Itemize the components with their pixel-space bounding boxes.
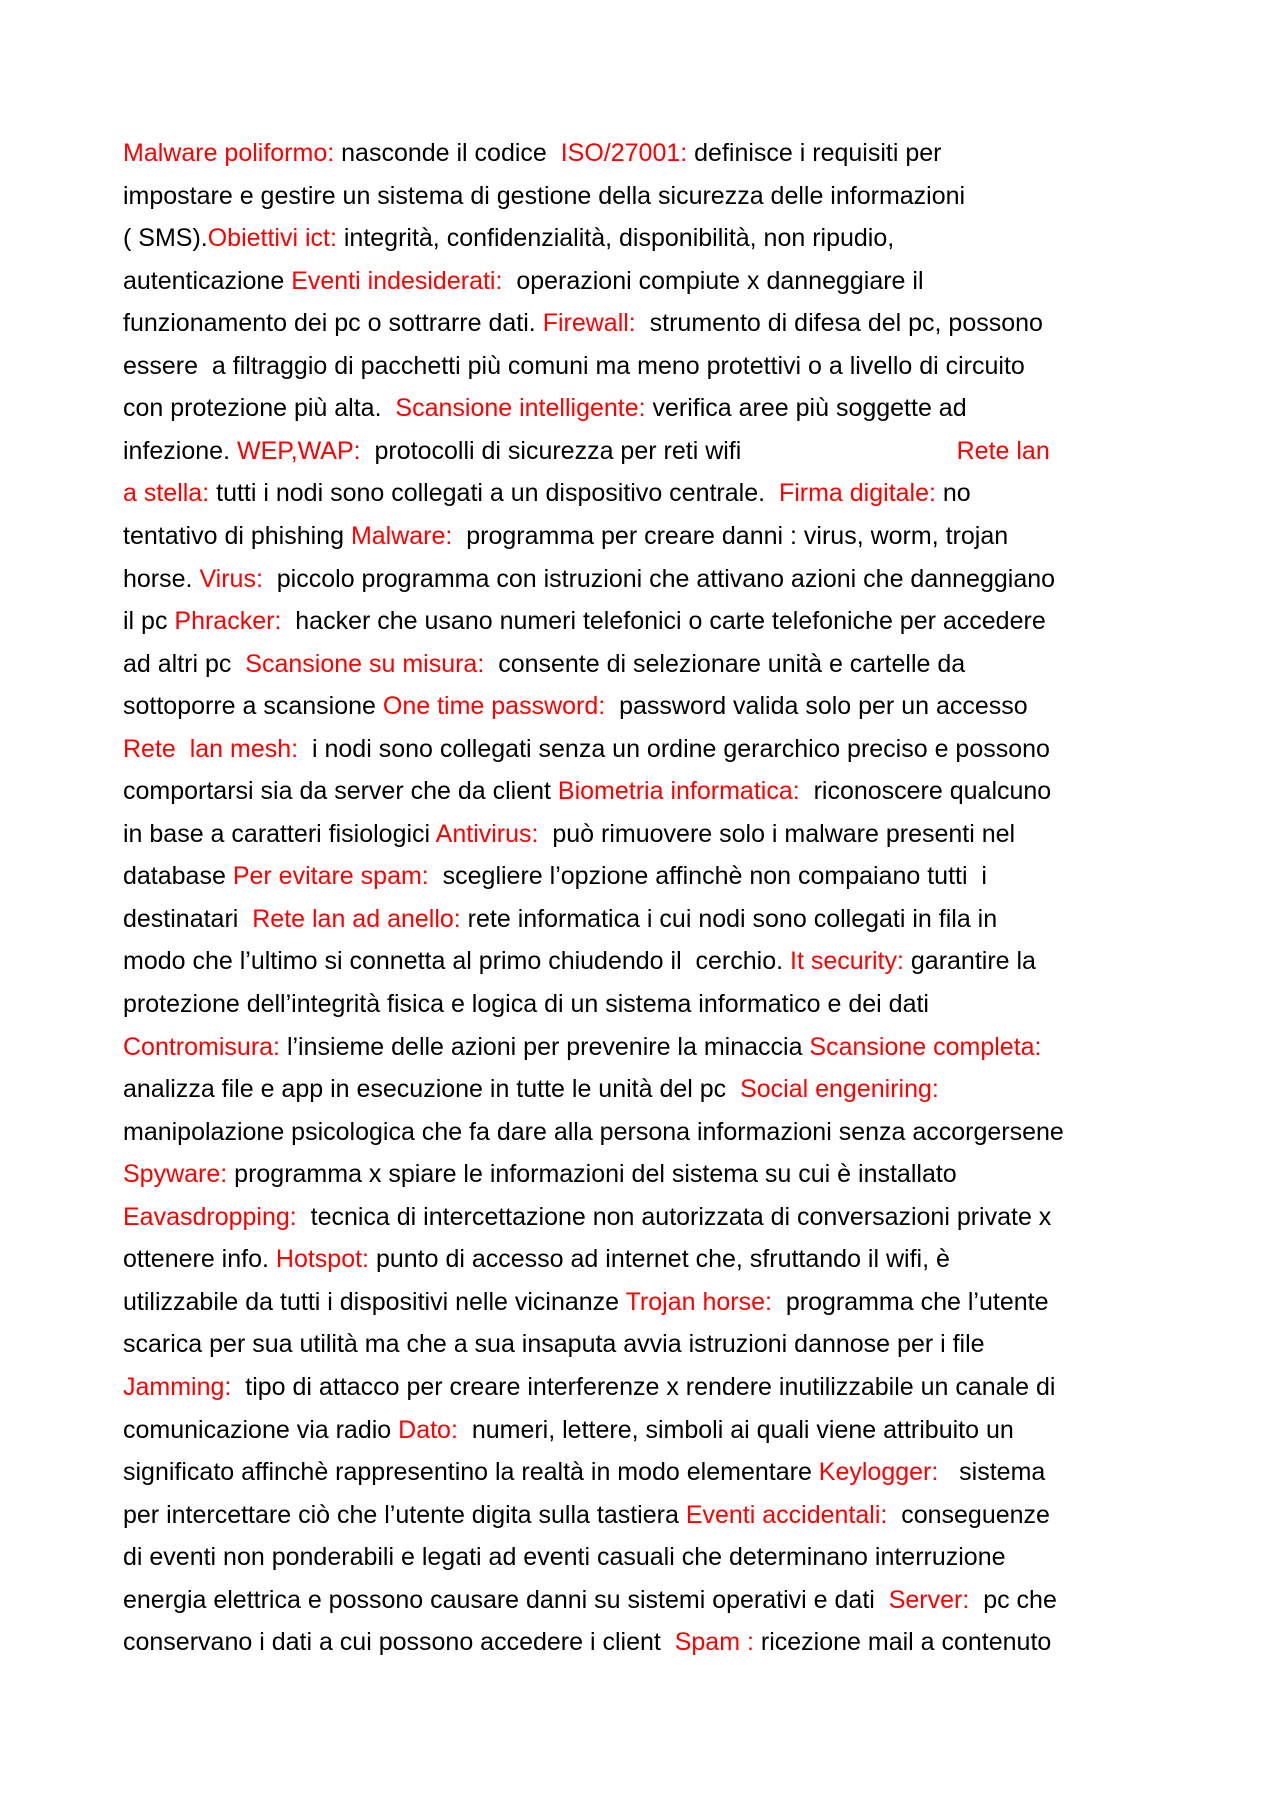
glossary-term: Server: — [888, 1585, 970, 1614]
definition-text: il pc — [123, 607, 175, 636]
definition-text: integrità, confidenzialità, disponibilità, non ripudio, — [336, 224, 895, 253]
glossary-term: Spyware: — [123, 1160, 228, 1189]
text-line — [123, 472, 971, 514]
text-line — [123, 1238, 950, 1280]
definition-text: database — [123, 862, 233, 891]
definition-text: conseguenze — [887, 1500, 1050, 1529]
definition-text: password valida solo per un accesso — [605, 692, 1028, 721]
text-line — [123, 1494, 1050, 1536]
definition-text: programma x spiare le informazioni del sistema su cui è installato — [227, 1160, 957, 1189]
text-line — [123, 132, 942, 174]
text-line — [123, 1451, 1045, 1493]
definition-text: modo che l’ultimo si connetta al primo chiudendo il cerchio. — [123, 947, 791, 976]
definition-text: sottoporre a scansione — [123, 692, 383, 721]
glossary-term: Biometria informatica: — [557, 777, 800, 806]
text-line — [123, 175, 965, 217]
glossary-term: Malware: — [350, 521, 453, 550]
glossary-term: Firewall: — [542, 309, 636, 338]
glossary-term: Virus: — [199, 564, 263, 593]
definition-text: tipo di attacco per creare interferenze x rendere inutilizzabile un canale di — [231, 1372, 1056, 1401]
text-line — [123, 1366, 1055, 1408]
definition-text: utilizzabile da tutti i dispositivi nelle vicinanze — [123, 1287, 626, 1316]
definition-text: no — [935, 479, 971, 508]
glossary-term: a stella: — [123, 479, 210, 508]
definition-text: programma per creare danni : virus, worm, trojan — [452, 521, 1009, 550]
definition-text: sistema — [938, 1458, 1046, 1487]
text-line — [123, 643, 965, 685]
definition-text: strumento di difesa del pc, possono — [635, 309, 1043, 338]
glossary-term: WEP,WAP: — [236, 436, 361, 465]
definition-text: piccolo programma con istruzioni che attivano azioni che danneggiano — [262, 564, 1056, 593]
definition-text: horse. — [123, 564, 200, 593]
text-line — [123, 1579, 1057, 1621]
text-line — [123, 1026, 1042, 1068]
definition-text: può rimuovere solo i malware presenti nel — [538, 819, 1016, 848]
glossary-term: Scansione intelligente: — [395, 394, 646, 423]
definition-text: verifica aree più soggette ad — [645, 394, 967, 423]
definition-text: riconoscere qualcuno — [799, 777, 1052, 806]
glossary-term: Per evitare spam: — [232, 862, 429, 891]
text-line — [123, 813, 1015, 855]
text-line — [123, 770, 1051, 812]
text-line — [123, 983, 929, 1025]
definition-text: infezione. — [123, 436, 237, 465]
text-line — [123, 1196, 1051, 1238]
definition-text: scarica per sua utilità ma che a sua insaputa avvia istruzioni dannose per i file — [123, 1330, 985, 1359]
definition-text: ( SMS). — [123, 224, 208, 253]
glossary-term: Eavasdropping: — [123, 1202, 297, 1231]
definition-text: hacker che usano numeri telefonici o carte telefoniche per accedere — [281, 607, 1046, 636]
definition-text: comunicazione via radio — [123, 1415, 399, 1444]
definition-text: punto di accesso ad internet che, sfruttando il wifi, è — [369, 1245, 950, 1274]
text-line — [123, 1409, 1014, 1451]
definition-text: ricezione mail a contenuto — [753, 1628, 1052, 1657]
definition-text: significato affinchè rappresentino la realtà in modo elementare — [123, 1458, 819, 1487]
definition-text: protocolli di sicurezza per reti wifi — [360, 436, 957, 465]
text-line — [123, 345, 1025, 387]
glossary-term: Dato: — [398, 1415, 458, 1444]
glossary-term: Malware poliformo: — [123, 139, 335, 167]
text-line — [123, 430, 1050, 472]
text-line — [123, 600, 1046, 642]
text-line — [123, 387, 967, 429]
text-line — [123, 217, 894, 259]
glossary-term: Firma digitale: — [778, 479, 936, 508]
definition-text: per intercettare ciò che l’utente digita sulla tastiera — [123, 1500, 686, 1529]
text-line — [123, 1536, 1006, 1578]
glossary-term: Trojan horse: — [625, 1287, 772, 1316]
definition-text: analizza file e app in esecuzione in tutte le unità del pc — [123, 1075, 741, 1104]
glossary-term: Eventi accidentali: — [685, 1500, 888, 1529]
text-line — [123, 1068, 939, 1110]
definition-text: garantire la — [903, 947, 1036, 976]
definition-text: manipolazione psicologica che fa dare alla persona informazioni senza accorgersene — [123, 1117, 1064, 1146]
definition-text: nasconde il codice — [334, 139, 561, 167]
text-line — [123, 1281, 1048, 1323]
glossary-term: Keylogger: — [818, 1458, 939, 1487]
definition-text: autenticazione — [123, 266, 292, 295]
text-line — [123, 685, 1028, 727]
text-line — [123, 1111, 1064, 1153]
definition-text: di eventi non ponderabili e legati ad eventi casuali che determinano interruzione — [123, 1543, 1006, 1572]
definition-text: scegliere l’opzione affinchè non compaiano tutti i — [428, 862, 987, 891]
text-line — [123, 302, 1043, 344]
text-line — [123, 940, 1036, 982]
definition-text: pc che — [969, 1585, 1057, 1614]
definition-text: con protezione più alta. — [123, 394, 396, 423]
definition-text: conservano i dati a cui possono accedere i client — [123, 1628, 675, 1657]
definition-text: consente di selezionare unità e cartelle da — [484, 649, 966, 678]
glossary-term: One time password: — [382, 692, 606, 721]
definition-text: numeri, lettere, simboli ai quali viene attribuito un — [457, 1415, 1014, 1444]
definition-text: tentativo di phishing — [123, 521, 351, 550]
definition-text: in base a caratteri fisiologici — [123, 819, 436, 848]
glossary-term: Spam : — [674, 1628, 754, 1657]
glossary-term: Scansione completa: — [809, 1032, 1042, 1061]
glossary-term: Eventi indesiderati: — [291, 266, 503, 295]
text-line — [123, 728, 1050, 770]
definition-text: energia elettrica e possono causare danni su sistemi operativi e dati — [123, 1585, 889, 1614]
text-line — [123, 1621, 1051, 1663]
glossary-term: Jamming: — [123, 1372, 232, 1401]
definition-text: definisce i requisiti per — [687, 139, 942, 167]
glossary-term: It security: — [790, 947, 904, 976]
glossary-term: Hotspot: — [275, 1245, 369, 1274]
glossary-term: Obiettivi ict: — [207, 224, 337, 253]
definition-text: protezione dell’integrità fisica e logica di un sistema informatico e dei dati — [123, 990, 929, 1018]
glossary-term: Phracker: — [174, 607, 282, 636]
definition-text: rete informatica i cui nodi sono collegati in fila in — [460, 904, 998, 933]
definition-text: comportarsi sia da server che da client — [123, 777, 558, 806]
glossary-term: Rete lan ad anello: — [252, 904, 461, 933]
text-line — [123, 1153, 957, 1195]
text-line — [123, 898, 997, 940]
definition-text: l’insieme delle azioni per prevenire la minaccia — [280, 1032, 810, 1061]
text-line — [123, 260, 924, 302]
definition-text: funzionamento dei pc o sottrarre dati. — [123, 309, 543, 338]
text-line — [123, 515, 1008, 557]
definition-text: tutti i nodi sono collegati a un dispositivo centrale. — [209, 479, 779, 508]
definition-text: destinatari — [123, 904, 253, 933]
definition-text: ottenere info. — [123, 1245, 276, 1274]
glossary-term: ISO/27001: — [560, 139, 688, 167]
definition-text: programma che l’utente — [771, 1287, 1049, 1316]
definition-text: operazioni compiute x danneggiare il — [502, 266, 924, 295]
text-line — [123, 558, 1055, 600]
definition-text: i nodi sono collegati senza un ordine gerarchico preciso e possono — [298, 734, 1050, 763]
text-line — [123, 1323, 985, 1365]
definition-text: ad altri pc — [123, 649, 246, 678]
definition-text: tecnica di intercettazione non autorizzata di conversazioni private x — [296, 1202, 1052, 1231]
glossary-term: Social engeniring: — [740, 1075, 939, 1104]
glossary-term: Contromisura: — [123, 1032, 280, 1061]
glossary-term: Rete lan mesh: — [123, 734, 299, 763]
definition-text: impostare e gestire un sistema di gestione della sicurezza delle informazioni — [123, 181, 966, 210]
glossary-term: Scansione su misura: — [245, 649, 485, 678]
glossary-term: Antivirus: — [435, 819, 539, 848]
definition-text: essere a filtraggio di pacchetti più comuni ma meno protettivi o a livello di circuito — [123, 351, 1025, 380]
glossary-term: Rete lan — [956, 436, 1050, 465]
text-line — [123, 855, 987, 897]
